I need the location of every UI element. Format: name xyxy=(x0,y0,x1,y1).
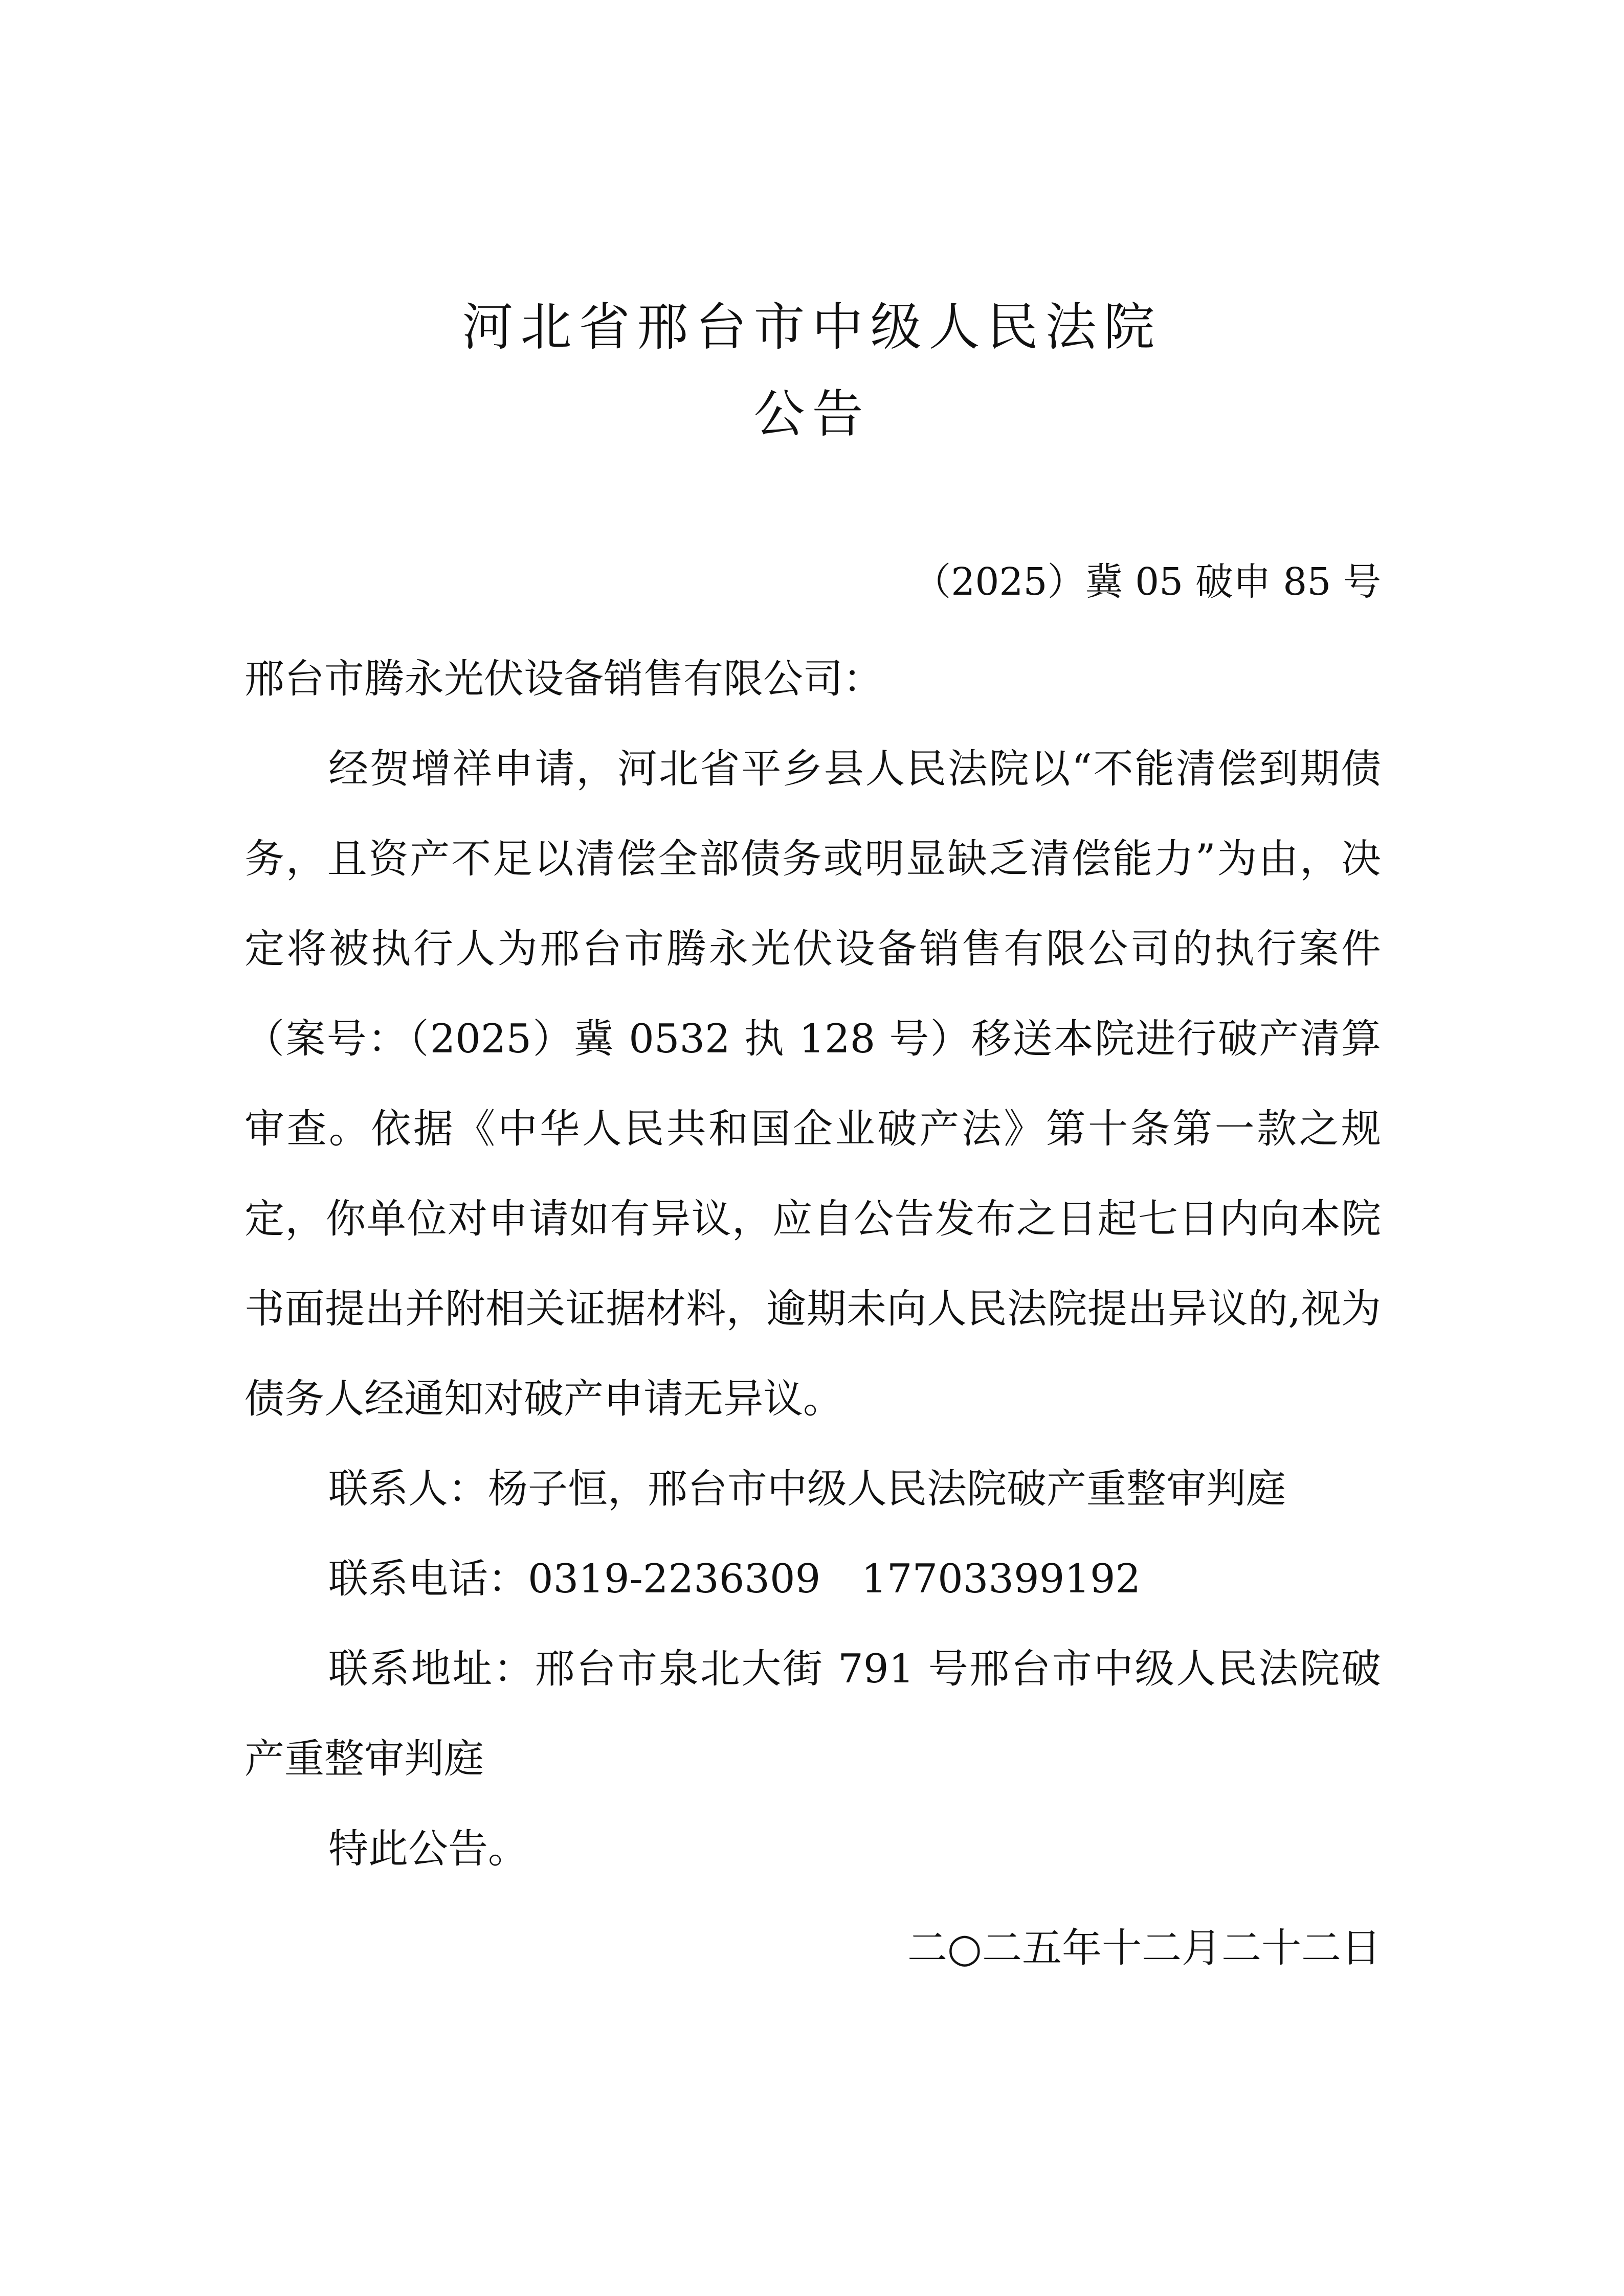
contact-address: 联系地址：邢台市泉北大街 791 号邢台市中级人民法院破产重整审判庭 xyxy=(244,1646,1381,1782)
addressee: 邢台市腾永光伏设备销售有限公司： xyxy=(244,656,883,702)
contact-phone xyxy=(244,1534,1381,1624)
contact-phone-label: 联系电话： xyxy=(328,1556,528,1602)
notice-date: 二○二五年十二月二十二日 xyxy=(907,1925,1381,1971)
court-name: 河北省邢台市中级人民法院 xyxy=(462,297,1162,357)
case-number: （2025）冀 05 破申 85 号 xyxy=(913,560,1381,604)
body-paragraph: 经贺增祥申请，河北省平乡县人民法院以“不能清偿到期债务，且资产不足以清偿全部债务或明显缺乏清偿能力”为由，决定将被执行人为邢台市腾永光伏设备销售有限公司的执行案件（案号：（2025）冀 0532 执 128 号）移送本院进行破产清算审查。依据《中华人民共和国企业破产法》第十条第一款之规定，你单位对申请如有异议，应自公告发布之日起七日内向本院书面提出并附相关证据材料，逾期未向人民法院提出异议的,视为债务人经通知对破产申请无异议。 xyxy=(244,746,1381,1422)
notice-title: 公告 xyxy=(753,384,871,444)
contact-phone-2: 17703399192 xyxy=(861,1556,1141,1602)
notice-content xyxy=(244,634,1381,1894)
contact-phone-1: 0319-2236309 xyxy=(528,1556,821,1602)
title-block xyxy=(0,286,1624,455)
contact-person: 联系人：杨子恒，邢台市中级人民法院破产重整审判庭 xyxy=(328,1466,1286,1512)
closing-statement: 特此公告。 xyxy=(328,1826,528,1872)
